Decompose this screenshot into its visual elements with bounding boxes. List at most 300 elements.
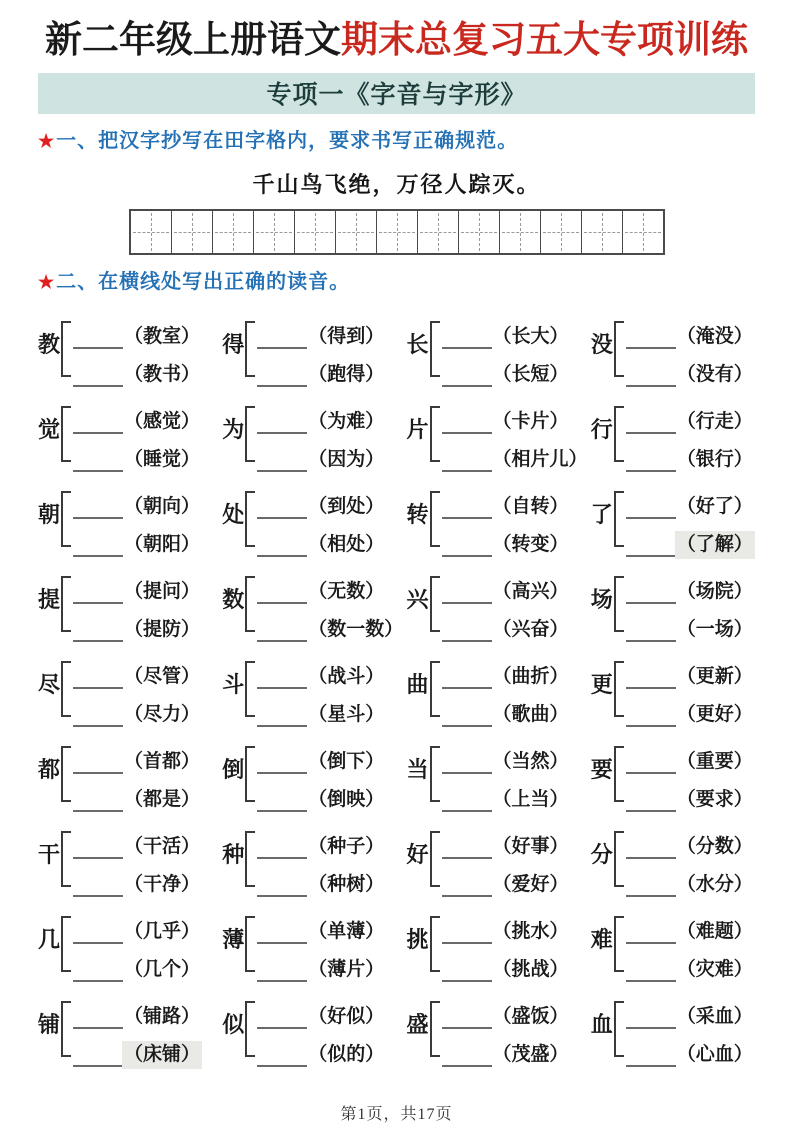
- word-label: （自转）: [492, 495, 569, 517]
- exercise-character: 血: [590, 1011, 613, 1037]
- bracket-shape: [245, 746, 255, 802]
- word-entry: [626, 519, 753, 557]
- word-entry: [442, 311, 569, 349]
- word-entry: [257, 774, 384, 812]
- word-entry: [442, 1029, 569, 1067]
- word-entry: [626, 991, 753, 1029]
- word-label: （尽力）: [124, 703, 201, 725]
- pinyin-blank-line: [442, 483, 492, 519]
- word-entry: [257, 396, 384, 434]
- pinyin-blank-line: [73, 568, 123, 604]
- pinyin-blank-line: [626, 483, 676, 519]
- exercise-item: [591, 821, 775, 906]
- word-label: （水分）: [676, 873, 753, 895]
- word-entry: [73, 944, 200, 982]
- pinyin-blank-line: [73, 521, 123, 557]
- bracket-shape: [614, 406, 624, 462]
- word-entry: [442, 434, 588, 472]
- word-label: （几个）: [124, 958, 201, 980]
- pinyin-blank-line: [257, 776, 307, 812]
- word-label: （要求）: [676, 788, 753, 810]
- bracket-shape: [61, 1001, 71, 1057]
- tian-zi-ge-cell: [582, 211, 623, 253]
- exercise-item: [407, 396, 591, 481]
- pinyin-blank-line: [73, 738, 123, 774]
- word-entry: [257, 481, 384, 519]
- word-label: （心血）: [676, 1043, 753, 1065]
- word-entry: [257, 736, 384, 774]
- pinyin-blank-line: [73, 861, 123, 897]
- pinyin-blank-line: [257, 993, 307, 1029]
- bracket-shape: [61, 916, 71, 972]
- word-entry: [73, 1029, 200, 1067]
- word-pair: [257, 736, 384, 812]
- pinyin-blank-line: [257, 823, 307, 859]
- bracket-shape: [614, 321, 624, 377]
- pinyin-blank-line: [73, 351, 123, 387]
- word-pair: [626, 906, 753, 982]
- word-entry: [73, 689, 200, 727]
- pinyin-blank-line: [257, 313, 307, 349]
- word-entry: [626, 689, 753, 727]
- exercise-character: 都: [38, 756, 61, 782]
- word-label: （采血）: [676, 1005, 753, 1027]
- bracket-shape: [614, 831, 624, 887]
- bracket-shape: [430, 491, 440, 547]
- exercise-item: [222, 821, 406, 906]
- word-label: （长短）: [492, 363, 569, 385]
- word-label: （战斗）: [308, 665, 385, 687]
- word-entry: [442, 396, 588, 434]
- pinyin-blank-line: [442, 606, 492, 642]
- word-entry: [442, 519, 569, 557]
- word-label: （干净）: [124, 873, 201, 895]
- pinyin-blank-line: [626, 653, 676, 689]
- word-entry: [626, 651, 753, 689]
- pinyin-blank-line: [626, 738, 676, 774]
- word-pair: [257, 566, 403, 642]
- exercise-item: [222, 991, 406, 1076]
- pinyin-blank-line: [73, 993, 123, 1029]
- tian-zi-ge-cell: [172, 211, 213, 253]
- exercise-character: 似: [222, 1011, 245, 1037]
- word-pair: [626, 821, 753, 897]
- bracket-shape: [430, 916, 440, 972]
- bracket-shape: [614, 491, 624, 547]
- pinyin-blank-line: [626, 568, 676, 604]
- word-entry: [73, 651, 200, 689]
- bracket-shape: [245, 406, 255, 462]
- word-label: （分数）: [676, 835, 753, 857]
- word-entry: [626, 311, 753, 349]
- word-pair: [442, 821, 569, 897]
- section2-heading-text: 二、在横线处写出正确的读音。: [56, 270, 351, 293]
- exercise-item: [407, 651, 591, 736]
- word-label: （茂盛）: [492, 1043, 569, 1065]
- section1-heading: [38, 128, 793, 154]
- word-entry: [73, 434, 200, 472]
- word-entry: [442, 774, 569, 812]
- word-label: （朝阳）: [124, 533, 201, 555]
- copy-sentence: 千山鸟飞绝，万径人踪灭。: [252, 171, 541, 197]
- pinyin-blank-line: [442, 861, 492, 897]
- pinyin-blank-line: [73, 691, 123, 727]
- exercise-character: 转: [406, 501, 429, 527]
- word-label: （铺路）: [124, 1005, 201, 1027]
- exercise-character: 场: [590, 586, 613, 612]
- exercise-character: 片: [406, 416, 429, 442]
- word-label: （银行）: [676, 448, 753, 470]
- exercise-character: 没: [590, 331, 613, 357]
- pinyin-blank-line: [626, 313, 676, 349]
- pinyin-blank-line: [257, 691, 307, 727]
- pinyin-blank-line: [442, 738, 492, 774]
- word-entry: [257, 944, 384, 982]
- word-entry: [442, 349, 569, 387]
- pinyin-blank-line: [257, 436, 307, 472]
- page-title: [24, 20, 769, 63]
- word-entry: [73, 566, 200, 604]
- exercise-character: 得: [222, 331, 245, 357]
- exercise-character: 朝: [38, 501, 61, 527]
- pinyin-blank-line: [442, 993, 492, 1029]
- word-entry: [73, 481, 200, 519]
- word-label: （场院）: [676, 580, 753, 602]
- star-icon: ★: [38, 271, 55, 292]
- word-label: （兴奋）: [492, 618, 569, 640]
- word-entry: [626, 1029, 753, 1067]
- word-label: （歌曲）: [492, 703, 569, 725]
- word-label: （卡片）: [492, 410, 569, 432]
- word-entry: [73, 859, 200, 897]
- bracket-shape: [614, 746, 624, 802]
- word-entry: [442, 821, 569, 859]
- worksheet-page: [0, 20, 793, 1142]
- word-entry: [442, 689, 569, 727]
- section-banner: [38, 73, 755, 114]
- word-entry: [257, 349, 384, 387]
- word-pair: [442, 481, 569, 557]
- word-entry: [626, 944, 753, 982]
- word-entry: [73, 311, 200, 349]
- word-label: （首都）: [124, 750, 201, 772]
- word-entry: [626, 906, 753, 944]
- word-pair: [442, 396, 588, 472]
- tian-zi-ge-cell: [336, 211, 377, 253]
- pinyin-blank-line: [257, 568, 307, 604]
- word-label: （到处）: [308, 495, 385, 517]
- word-label: （种子）: [308, 835, 385, 857]
- pinyin-blank-line: [442, 823, 492, 859]
- pinyin-blank-line: [442, 776, 492, 812]
- pinyin-blank-line: [626, 436, 676, 472]
- pinyin-blank-line: [442, 908, 492, 944]
- word-entry: [626, 774, 753, 812]
- bracket-shape: [61, 491, 71, 547]
- word-label: （几乎）: [124, 920, 201, 942]
- word-pair: [73, 566, 200, 642]
- pinyin-blank-line: [257, 908, 307, 944]
- word-pair: [257, 396, 384, 472]
- pinyin-blank-line: [626, 691, 676, 727]
- pinyin-blank-line: [442, 521, 492, 557]
- word-entry: [73, 821, 200, 859]
- bracket-shape: [245, 661, 255, 717]
- word-label: （床铺）: [124, 1043, 201, 1065]
- word-entry: [442, 481, 569, 519]
- pinyin-blank-line: [626, 1031, 676, 1067]
- word-label: （当然）: [492, 750, 569, 772]
- word-pair: [626, 736, 753, 812]
- exercise-character: 挑: [406, 926, 429, 952]
- exercise-item: [407, 311, 591, 396]
- pinyin-blank-line: [626, 398, 676, 434]
- exercise-item: [591, 736, 775, 821]
- banner-text: 专项一《字音与字形》: [266, 82, 527, 110]
- tian-zi-ge-cell: [541, 211, 582, 253]
- word-entry: [442, 991, 569, 1029]
- bracket-shape: [61, 321, 71, 377]
- word-pair: [626, 311, 753, 387]
- tian-zi-ge-cell: [131, 211, 172, 253]
- exercise-character: 铺: [38, 1011, 61, 1037]
- word-label: （盛饭）: [492, 1005, 569, 1027]
- word-entry: [73, 519, 200, 557]
- word-pair: [73, 821, 200, 897]
- word-label: （朝向）: [124, 495, 201, 517]
- word-entry: [257, 1029, 384, 1067]
- word-entry: [442, 944, 569, 982]
- bracket-shape: [430, 831, 440, 887]
- exercise-item: [38, 311, 222, 396]
- word-entry: [257, 604, 403, 642]
- exercise-item: [222, 311, 406, 396]
- exercise-item: [591, 906, 775, 991]
- pinyin-blank-line: [73, 776, 123, 812]
- pinyin-blank-line: [73, 946, 123, 982]
- exercise-item: [38, 396, 222, 481]
- word-entry: [73, 396, 200, 434]
- word-label: （高兴）: [492, 580, 569, 602]
- exercise-character: 处: [222, 501, 245, 527]
- pinyin-blank-line: [442, 568, 492, 604]
- exercise-item: [222, 481, 406, 566]
- title-part-red: 期末总复习五大专项训练: [341, 20, 748, 61]
- bracket-shape: [430, 746, 440, 802]
- word-entry: [257, 519, 384, 557]
- word-pair: [257, 906, 384, 982]
- tian-zi-ge-cell: [623, 211, 663, 253]
- bracket-shape: [614, 916, 624, 972]
- page-footer: 第1页，共17页: [340, 1106, 453, 1123]
- word-entry: [626, 566, 753, 604]
- word-pair: [73, 396, 200, 472]
- bracket-shape: [61, 746, 71, 802]
- exercise-item: [222, 651, 406, 736]
- word-label: （淹没）: [676, 325, 753, 347]
- exercise-character: 提: [38, 586, 61, 612]
- word-label: （数一数）: [308, 618, 404, 640]
- word-label: （跑得）: [308, 363, 385, 385]
- word-entry: [626, 481, 753, 519]
- pinyin-blank-line: [442, 691, 492, 727]
- tian-zi-ge-cell: [213, 211, 254, 253]
- word-label: （都是）: [124, 788, 201, 810]
- word-label: （曲折）: [492, 665, 569, 687]
- word-pair: [257, 481, 384, 557]
- word-pair: [626, 651, 753, 727]
- exercise-grid: [38, 311, 775, 1076]
- tian-zi-ge-cell: [254, 211, 295, 253]
- word-label: （干活）: [124, 835, 201, 857]
- pinyin-blank-line: [442, 653, 492, 689]
- tian-zi-ge-cell: [418, 211, 459, 253]
- bracket-shape: [245, 576, 255, 632]
- exercise-character: 了: [590, 501, 613, 527]
- exercise-item: [38, 736, 222, 821]
- word-pair: [257, 651, 384, 727]
- exercise-item: [38, 991, 222, 1076]
- word-entry: [442, 859, 569, 897]
- word-label: （相片儿）: [492, 448, 588, 470]
- pinyin-blank-line: [257, 738, 307, 774]
- word-label: （一场）: [676, 618, 753, 640]
- word-pair: [257, 821, 384, 897]
- exercise-character: 干: [38, 841, 61, 867]
- word-label: （得到）: [308, 325, 385, 347]
- pinyin-blank-line: [73, 483, 123, 519]
- pinyin-blank-line: [257, 606, 307, 642]
- pinyin-blank-line: [257, 483, 307, 519]
- exercise-item: [591, 311, 775, 396]
- exercise-item: [38, 906, 222, 991]
- exercise-item: [407, 566, 591, 651]
- exercise-character: 几: [38, 926, 61, 952]
- bracket-shape: [61, 576, 71, 632]
- word-entry: [73, 736, 200, 774]
- pinyin-blank-line: [442, 1031, 492, 1067]
- pinyin-blank-line: [73, 436, 123, 472]
- word-entry: [442, 604, 569, 642]
- pinyin-blank-line: [626, 351, 676, 387]
- word-label: （好了）: [676, 495, 753, 517]
- word-pair: [73, 651, 200, 727]
- word-pair: [73, 906, 200, 982]
- word-pair: [442, 991, 569, 1067]
- pinyin-blank-line: [626, 908, 676, 944]
- word-label: （挑水）: [492, 920, 569, 942]
- word-label: （因为）: [308, 448, 385, 470]
- word-entry: [257, 434, 384, 472]
- bracket-shape: [245, 831, 255, 887]
- word-pair: [442, 311, 569, 387]
- pinyin-blank-line: [626, 946, 676, 982]
- word-entry: [73, 774, 200, 812]
- word-entry: [626, 396, 753, 434]
- word-label: （更好）: [676, 703, 753, 725]
- word-label: （尽管）: [124, 665, 201, 687]
- bracket-shape: [245, 1001, 255, 1057]
- pinyin-blank-line: [626, 823, 676, 859]
- pinyin-blank-line: [442, 946, 492, 982]
- pinyin-blank-line: [442, 351, 492, 387]
- word-label: （教书）: [124, 363, 201, 385]
- word-pair: [442, 736, 569, 812]
- exercise-item: [591, 566, 775, 651]
- exercise-item: [222, 906, 406, 991]
- word-entry: [442, 736, 569, 774]
- bracket-shape: [430, 406, 440, 462]
- word-entry: [442, 906, 569, 944]
- pinyin-blank-line: [257, 653, 307, 689]
- exercise-item: [407, 481, 591, 566]
- word-label: （教室）: [124, 325, 201, 347]
- exercise-character: 长: [406, 331, 429, 357]
- section2-heading: [38, 269, 793, 295]
- exercise-character: 好: [406, 841, 429, 867]
- pinyin-blank-line: [73, 606, 123, 642]
- pinyin-blank-line: [626, 606, 676, 642]
- exercise-item: [407, 991, 591, 1076]
- pinyin-blank-line: [626, 776, 676, 812]
- word-entry: [257, 311, 384, 349]
- pinyin-blank-line: [626, 861, 676, 897]
- word-entry: [626, 736, 753, 774]
- tian-zi-ge-cell: [295, 211, 336, 253]
- tian-zi-ge-cell: [500, 211, 541, 253]
- word-entry: [626, 349, 753, 387]
- bracket-shape: [61, 661, 71, 717]
- exercise-item: [407, 906, 591, 991]
- word-label: （感觉）: [124, 410, 201, 432]
- exercise-item: [38, 651, 222, 736]
- title-part-black: 新二年级上册语文: [45, 20, 341, 61]
- word-entry: [442, 651, 569, 689]
- word-pair: [73, 991, 200, 1067]
- exercise-item: [591, 396, 775, 481]
- exercise-item: [407, 736, 591, 821]
- word-label: （了解）: [676, 533, 753, 555]
- exercise-item: [591, 651, 775, 736]
- bracket-shape: [61, 831, 71, 887]
- exercise-character: 盛: [406, 1011, 429, 1037]
- word-label: （好似）: [308, 1005, 385, 1027]
- word-label: （单薄）: [308, 920, 385, 942]
- tian-zi-ge-cell: [377, 211, 418, 253]
- bracket-shape: [430, 576, 440, 632]
- exercise-character: 曲: [406, 671, 429, 697]
- exercise-item: [222, 736, 406, 821]
- word-pair: [442, 906, 569, 982]
- word-entry: [257, 859, 384, 897]
- exercise-item: [38, 566, 222, 651]
- bracket-shape: [245, 491, 255, 547]
- exercise-character: 兴: [406, 586, 429, 612]
- exercise-item: [38, 821, 222, 906]
- word-label: （薄片）: [308, 958, 385, 980]
- word-entry: [257, 689, 384, 727]
- word-label: （没有）: [676, 363, 753, 385]
- word-pair: [626, 991, 753, 1067]
- word-entry: [626, 859, 753, 897]
- pinyin-blank-line: [257, 946, 307, 982]
- exercise-character: 难: [590, 926, 613, 952]
- word-entry: [257, 991, 384, 1029]
- word-label: （重要）: [676, 750, 753, 772]
- pinyin-blank-line: [73, 313, 123, 349]
- pinyin-blank-line: [442, 313, 492, 349]
- word-label: （似的）: [308, 1043, 385, 1065]
